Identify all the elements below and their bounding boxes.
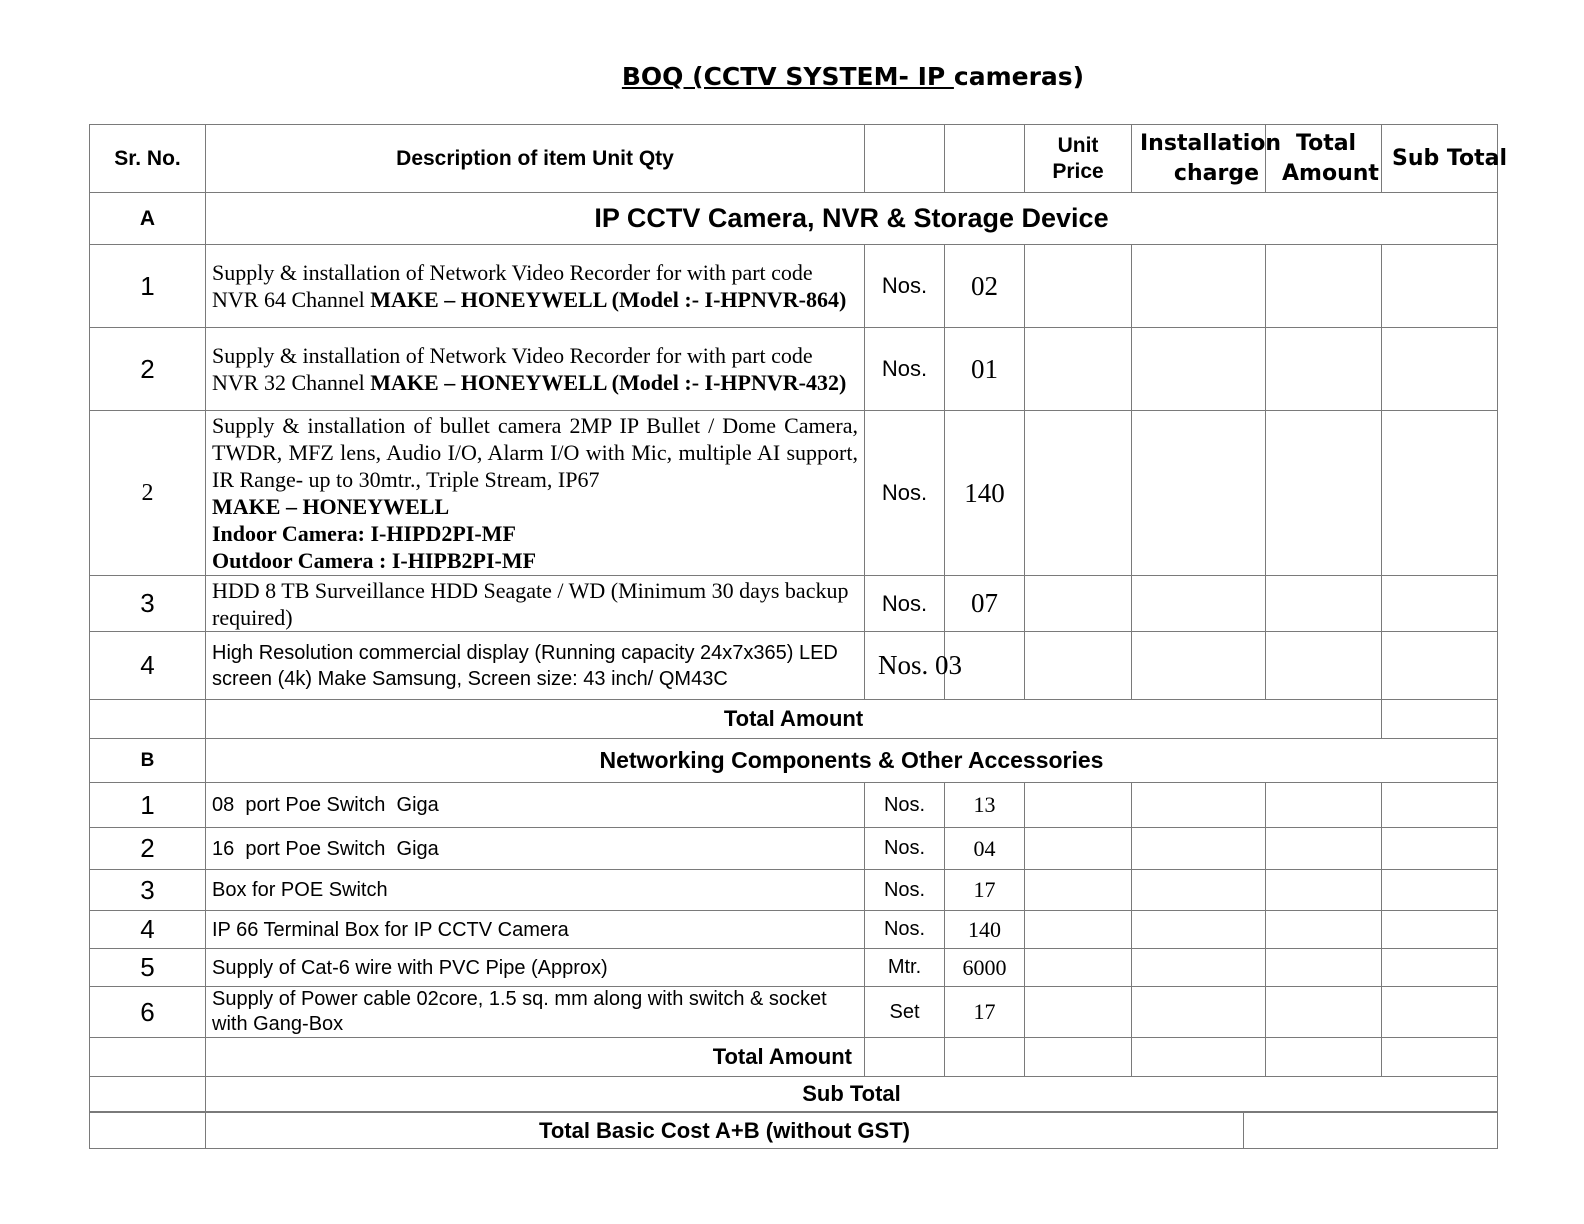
table-row bbox=[90, 949, 1498, 987]
item-installation-charge bbox=[1132, 328, 1266, 411]
item-qty: 140 bbox=[945, 911, 1025, 949]
item-sub-total bbox=[1382, 987, 1498, 1038]
item-sub-total bbox=[1382, 783, 1498, 828]
total-sr-blank bbox=[90, 700, 206, 739]
total-installation-blank bbox=[1132, 1038, 1266, 1077]
table-row bbox=[90, 328, 1498, 411]
item-unit: Nos. bbox=[865, 870, 945, 911]
header-unit-blank bbox=[865, 125, 945, 193]
grand-total-sr-blank bbox=[90, 1113, 206, 1149]
item-sr-no: 1 bbox=[90, 245, 206, 328]
item-sub-total bbox=[1382, 911, 1498, 949]
item-installation-charge bbox=[1132, 987, 1266, 1038]
item-unit: Nos. bbox=[865, 828, 945, 870]
item-description: Box for POE Switch bbox=[206, 870, 865, 911]
table-row bbox=[90, 576, 1498, 632]
section-a-total-row bbox=[90, 700, 1498, 739]
sub-total-sr-blank bbox=[90, 1077, 206, 1112]
table-row bbox=[90, 245, 1498, 328]
total-unit-blank bbox=[865, 1038, 945, 1077]
item-installation-charge bbox=[1132, 870, 1266, 911]
item-sub-total bbox=[1382, 632, 1498, 700]
item-total-amount bbox=[1266, 828, 1382, 870]
item-unit-price bbox=[1025, 783, 1132, 828]
item-unit: Nos. bbox=[865, 911, 945, 949]
item-unit-price bbox=[1025, 632, 1132, 700]
item-installation-charge bbox=[1132, 632, 1266, 700]
item-installation-charge bbox=[1132, 911, 1266, 949]
item-description bbox=[206, 245, 865, 328]
item-unit-price bbox=[1025, 828, 1132, 870]
item-unit: Nos. bbox=[865, 411, 945, 576]
header-installation-line1: Installation bbox=[1140, 130, 1282, 156]
item-qty: 140 bbox=[945, 411, 1025, 576]
item-sr-no: 2 bbox=[90, 328, 206, 411]
document-title bbox=[0, 62, 1584, 91]
item-unit-price bbox=[1025, 987, 1132, 1038]
item-description-text: Supply & installation of bullet camera 2MP IP Bullet / Dome Camera, TWDR, MFZ lens, Audio I/O, Alarm I/O with Mic, multiple AI support, IR Range- up to 30mtr., Triple Stream, IP67 bbox=[212, 413, 858, 492]
item-total-amount bbox=[1266, 783, 1382, 828]
header-installation-charge bbox=[1132, 125, 1282, 193]
item-sr-no: 3 bbox=[90, 870, 206, 911]
header-qty-blank bbox=[945, 125, 1025, 193]
item-sub-total bbox=[1382, 870, 1498, 911]
item-description: High Resolution commercial display (Running capacity 24x7x365) LED screen (4k) Make Samsung, Screen size: 43 inch/ QM43C bbox=[206, 632, 865, 700]
item-sub-total bbox=[1382, 949, 1498, 987]
item-total-amount bbox=[1266, 328, 1382, 411]
item-unit-price bbox=[1025, 328, 1132, 411]
item-sub-total bbox=[1382, 411, 1498, 576]
item-unit: Nos. bbox=[865, 783, 945, 828]
item-qty: 13 bbox=[945, 783, 1025, 828]
item-qty: 04 bbox=[945, 828, 1025, 870]
item-installation-charge bbox=[1132, 245, 1266, 328]
item-description: Supply of Power cable 02core, 1.5 sq. mm along with switch & socket with Gang-Box bbox=[206, 987, 865, 1038]
boq-table bbox=[89, 124, 1508, 1112]
item-outdoor-model: Outdoor Camera : I-HIPB2PI-MF bbox=[212, 548, 537, 573]
item-description bbox=[206, 411, 865, 576]
item-description-text: Supply & installation of Network Video Recorder for with part code NVR 64 Channel bbox=[212, 260, 813, 312]
header-installation-line2: charge bbox=[1173, 160, 1259, 186]
item-description-text: Supply & installation of Network Video Recorder for with part code NVR 32 Channel bbox=[212, 343, 813, 395]
item-total-amount bbox=[1266, 632, 1382, 700]
item-total-amount bbox=[1266, 987, 1382, 1038]
section-a-code: A bbox=[90, 193, 206, 245]
item-unit: Nos. bbox=[865, 245, 945, 328]
item-installation-charge bbox=[1132, 828, 1266, 870]
item-sr-no: 4 bbox=[90, 632, 206, 700]
item-qty: 02 bbox=[945, 245, 1025, 328]
header-total-amount-line2: Amount bbox=[1282, 160, 1379, 186]
item-sr-no: 2 bbox=[90, 411, 206, 576]
item-unit-price bbox=[1025, 245, 1132, 328]
item-unit: Nos. bbox=[865, 328, 945, 411]
item-make: MAKE – HONEYWELL bbox=[212, 494, 450, 519]
total-unit-price-blank bbox=[1025, 1038, 1132, 1077]
header-unit-price bbox=[1025, 125, 1132, 193]
section-b-total-row bbox=[90, 1038, 1498, 1077]
header-sr-no: Sr. No. bbox=[90, 125, 206, 193]
item-unit: Nos. bbox=[865, 576, 945, 632]
item-sr-no: 5 bbox=[90, 949, 206, 987]
total-sr-blank bbox=[90, 1038, 206, 1077]
section-a-title: IP CCTV Camera, NVR & Storage Device bbox=[206, 193, 1498, 245]
item-sub-total bbox=[1382, 328, 1498, 411]
item-unit-price bbox=[1025, 576, 1132, 632]
table-row bbox=[90, 632, 1498, 700]
grand-total-label: Total Basic Cost A+B (without GST) bbox=[206, 1113, 1244, 1149]
table-row bbox=[90, 870, 1498, 911]
item-total-amount bbox=[1266, 870, 1382, 911]
item-unit-price bbox=[1025, 411, 1132, 576]
header-total-amount bbox=[1266, 125, 1382, 193]
item-unit: Set bbox=[865, 987, 945, 1038]
item-make-model: MAKE – HONEYWELL (Model :- I-HPNVR-432) bbox=[370, 370, 847, 395]
item-sr-no: 3 bbox=[90, 576, 206, 632]
item-description: Supply of Cat-6 wire with PVC Pipe (Approx) bbox=[206, 949, 865, 987]
item-total-amount bbox=[1266, 411, 1382, 576]
item-description: IP 66 Terminal Box for IP CCTV Camera bbox=[206, 911, 865, 949]
header-description: Description of item Unit Qty bbox=[206, 125, 865, 193]
item-sr-no: 2 bbox=[90, 828, 206, 870]
header-sub-total: Sub Total bbox=[1382, 125, 1498, 193]
item-total-amount bbox=[1266, 576, 1382, 632]
section-b-total-label: Total Amount bbox=[206, 1038, 865, 1077]
total-qty-blank bbox=[945, 1038, 1025, 1077]
header-unit-price-line1: Unit bbox=[1057, 133, 1099, 157]
title-plain-part: cameras) bbox=[953, 62, 1085, 91]
grand-total-row bbox=[90, 1113, 1498, 1149]
item-installation-charge bbox=[1132, 576, 1266, 632]
header-unit-price-line2: Price bbox=[1052, 159, 1104, 183]
item-installation-charge bbox=[1132, 411, 1266, 576]
table-row bbox=[90, 411, 1498, 576]
item-description: 08 port Poe Switch Giga bbox=[206, 783, 865, 828]
item-sr-no: 1 bbox=[90, 783, 206, 828]
item-sr-no: 4 bbox=[90, 911, 206, 949]
title-underlined-part: BOQ (CCTV SYSTEM- IP bbox=[621, 62, 954, 91]
table-row bbox=[90, 828, 1498, 870]
item-qty: 17 bbox=[945, 987, 1025, 1038]
item-unit-price bbox=[1025, 870, 1132, 911]
item-description: 16 port Poe Switch Giga bbox=[206, 828, 865, 870]
section-a-row bbox=[90, 193, 1498, 245]
item-qty: 6000 bbox=[945, 949, 1025, 987]
table-row bbox=[90, 911, 1498, 949]
item-total-amount bbox=[1266, 949, 1382, 987]
item-unit: Mtr. bbox=[865, 949, 945, 987]
total-amount-blank bbox=[1266, 1038, 1382, 1077]
total-sub-total-blank bbox=[1382, 1038, 1498, 1077]
item-qty: 17 bbox=[945, 870, 1025, 911]
item-make-model: MAKE – HONEYWELL (Model :- I-HPNVR-864) bbox=[370, 287, 847, 312]
item-qty: 01 bbox=[945, 328, 1025, 411]
item-unit-qty: Nos. 03 bbox=[865, 632, 945, 700]
item-unit-price bbox=[1025, 949, 1132, 987]
sub-total-row bbox=[90, 1077, 1498, 1112]
item-description bbox=[206, 328, 865, 411]
item-total-amount bbox=[1266, 245, 1382, 328]
item-qty: 07 bbox=[945, 576, 1025, 632]
table-row bbox=[90, 783, 1498, 828]
item-indoor-model: Indoor Camera: I-HIPD2PI-MF bbox=[212, 521, 516, 546]
item-installation-charge bbox=[1132, 949, 1266, 987]
table-row bbox=[90, 987, 1498, 1038]
item-sub-total bbox=[1382, 828, 1498, 870]
item-unit-price bbox=[1025, 911, 1132, 949]
item-total-amount bbox=[1266, 911, 1382, 949]
grand-total-value bbox=[1244, 1113, 1498, 1149]
item-installation-charge bbox=[1132, 783, 1266, 828]
section-a-total-value bbox=[1382, 700, 1498, 739]
sub-total-label: Sub Total bbox=[206, 1077, 1498, 1112]
header-total-amount-line1: Total bbox=[1296, 130, 1357, 156]
section-a-total-label: Total Amount bbox=[206, 700, 1382, 739]
section-b-row bbox=[90, 739, 1498, 783]
item-sub-total bbox=[1382, 245, 1498, 328]
item-description: HDD 8 TB Surveillance HDD Seagate / WD (Minimum 30 days backup required) bbox=[206, 576, 865, 632]
grand-total-table bbox=[89, 1112, 1498, 1149]
section-b-code: B bbox=[90, 739, 206, 783]
item-sub-total bbox=[1382, 576, 1498, 632]
header-row bbox=[90, 125, 1498, 193]
item-sr-no: 6 bbox=[90, 987, 206, 1038]
section-b-title: Networking Components & Other Accessories bbox=[206, 739, 1498, 783]
